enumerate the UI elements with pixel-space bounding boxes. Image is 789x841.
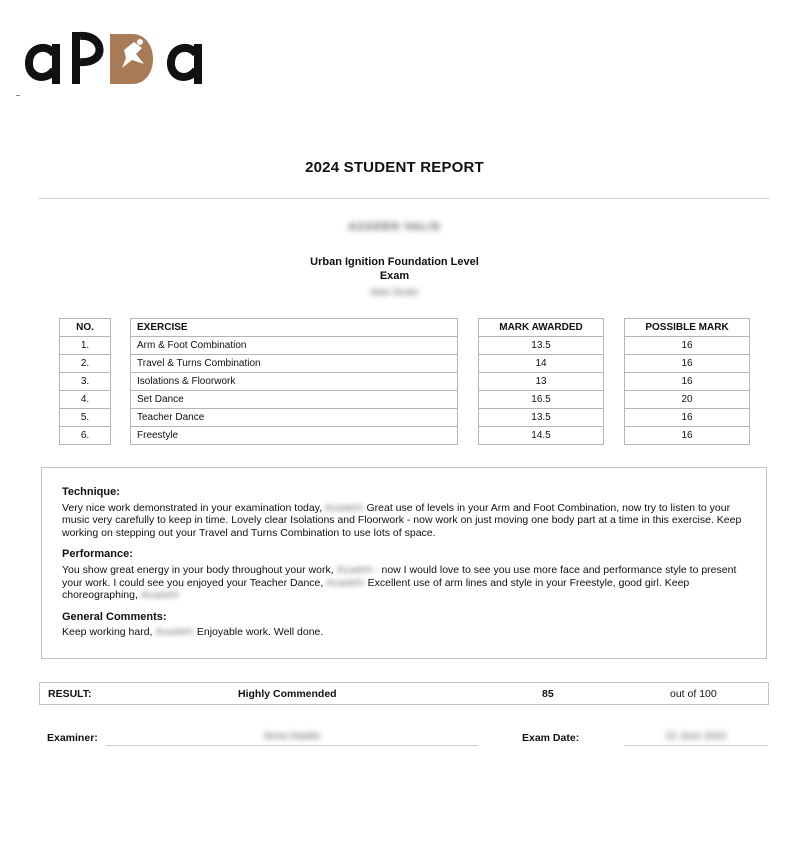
header-mark-awarded: MARK AWARDED	[479, 319, 604, 337]
comment-text: Excellent use of arm lines and style in your Freestyle, good girl. Keep choreographing,	[62, 576, 690, 602]
header-no: NO.	[60, 319, 111, 337]
comment-text: Very nice work demonstrated in your examination today,	[62, 501, 323, 514]
row-possible: 16	[625, 355, 750, 373]
row-no: 4.	[60, 391, 111, 409]
exercise-column	[130, 318, 458, 445]
comments-box	[41, 467, 767, 659]
comment-text: You show great energy in your body throughout your work,	[62, 563, 334, 576]
row-possible: 16	[625, 427, 750, 445]
general-comment	[62, 626, 746, 639]
exam-level-line1: Urban Ignition Foundation Level	[310, 256, 479, 268]
examiner-label: Examiner:	[47, 732, 98, 744]
result-bar	[39, 682, 769, 705]
row-no: 6.	[60, 427, 111, 445]
exam-date-line	[624, 745, 768, 746]
row-mark: 13.5	[479, 409, 604, 427]
result-score: 85	[542, 688, 554, 700]
result-grade: Highly Commended	[238, 688, 337, 700]
exam-level	[0, 255, 789, 283]
student-first-name: Azadeh!	[326, 576, 365, 589]
row-possible: 16	[625, 409, 750, 427]
comment-text: Enjoyable work. Well done.	[193, 626, 324, 639]
performance-comment	[62, 564, 746, 602]
row-mark: 13.5	[479, 337, 604, 355]
header-exercise: EXERCISE	[131, 319, 458, 337]
decorative-dot	[16, 95, 20, 96]
student-first-name: Azadeh!	[325, 501, 364, 514]
no-column	[59, 318, 111, 445]
row-exercise: Freestyle	[131, 427, 458, 445]
row-possible: 16	[625, 373, 750, 391]
row-no: 5.	[60, 409, 111, 427]
row-no: 2.	[60, 355, 111, 373]
result-out-of: out of 100	[670, 688, 717, 700]
apda-logo	[24, 24, 214, 94]
exam-date-label: Exam Date:	[522, 732, 580, 744]
student-name: AZADEH VALIS	[348, 221, 441, 233]
mark-awarded-column	[478, 318, 604, 445]
row-mark: 16.5	[479, 391, 604, 409]
comment-text: Great use of levels in your Arm and Foot Combination, now try to listen to your music very carefully to keep in time. Lovely clear Isolations and Floorwork - now work on just moving one body part at a time in this exercise. Keep working on stepping out your Travel and Turns Combination to use lots of space.	[62, 501, 742, 539]
divider	[39, 198, 769, 199]
report-title: 2024 STUDENT REPORT	[305, 159, 484, 176]
row-exercise: Teacher Dance	[131, 409, 458, 427]
row-mark: 14.5	[479, 427, 604, 445]
result-label: RESULT:	[48, 688, 92, 700]
technique-comment	[62, 502, 746, 540]
row-no: 3.	[60, 373, 111, 391]
header-possible-mark: POSSIBLE MARK	[625, 319, 750, 337]
row-exercise: Isolations & Floorwork	[131, 373, 458, 391]
studio-name: Main Studio	[370, 287, 419, 297]
comment-text: Keep working hard,	[62, 626, 153, 639]
exam-date-value: 22 June 2024	[665, 731, 727, 742]
technique-heading: Technique:	[62, 486, 120, 498]
student-first-name: Azadeh!	[140, 589, 180, 602]
comment-text: now I would love to see you use more face and performance style to present your work. I could see you enjoyed your Teacher Dance,	[62, 563, 737, 589]
row-possible: 20	[625, 391, 750, 409]
row-exercise: Arm & Foot Combination	[131, 337, 458, 355]
exam-level-line2: Exam	[379, 270, 410, 282]
performance-heading: Performance:	[62, 548, 133, 561]
general-comments-heading: General Comments:	[62, 610, 167, 623]
row-exercise: Travel & Turns Combination	[131, 355, 458, 373]
row-no: 1.	[60, 337, 111, 355]
student-first-name: Azadeh -	[336, 563, 379, 576]
row-mark: 13	[479, 373, 604, 391]
examiner-line	[106, 745, 478, 746]
row-mark: 14	[479, 355, 604, 373]
possible-mark-column	[624, 318, 750, 445]
row-possible: 16	[625, 337, 750, 355]
row-exercise: Set Dance	[131, 391, 458, 409]
student-first-name: Azadeh!	[155, 626, 194, 639]
examiner-name: Anna Hawke	[263, 731, 321, 742]
